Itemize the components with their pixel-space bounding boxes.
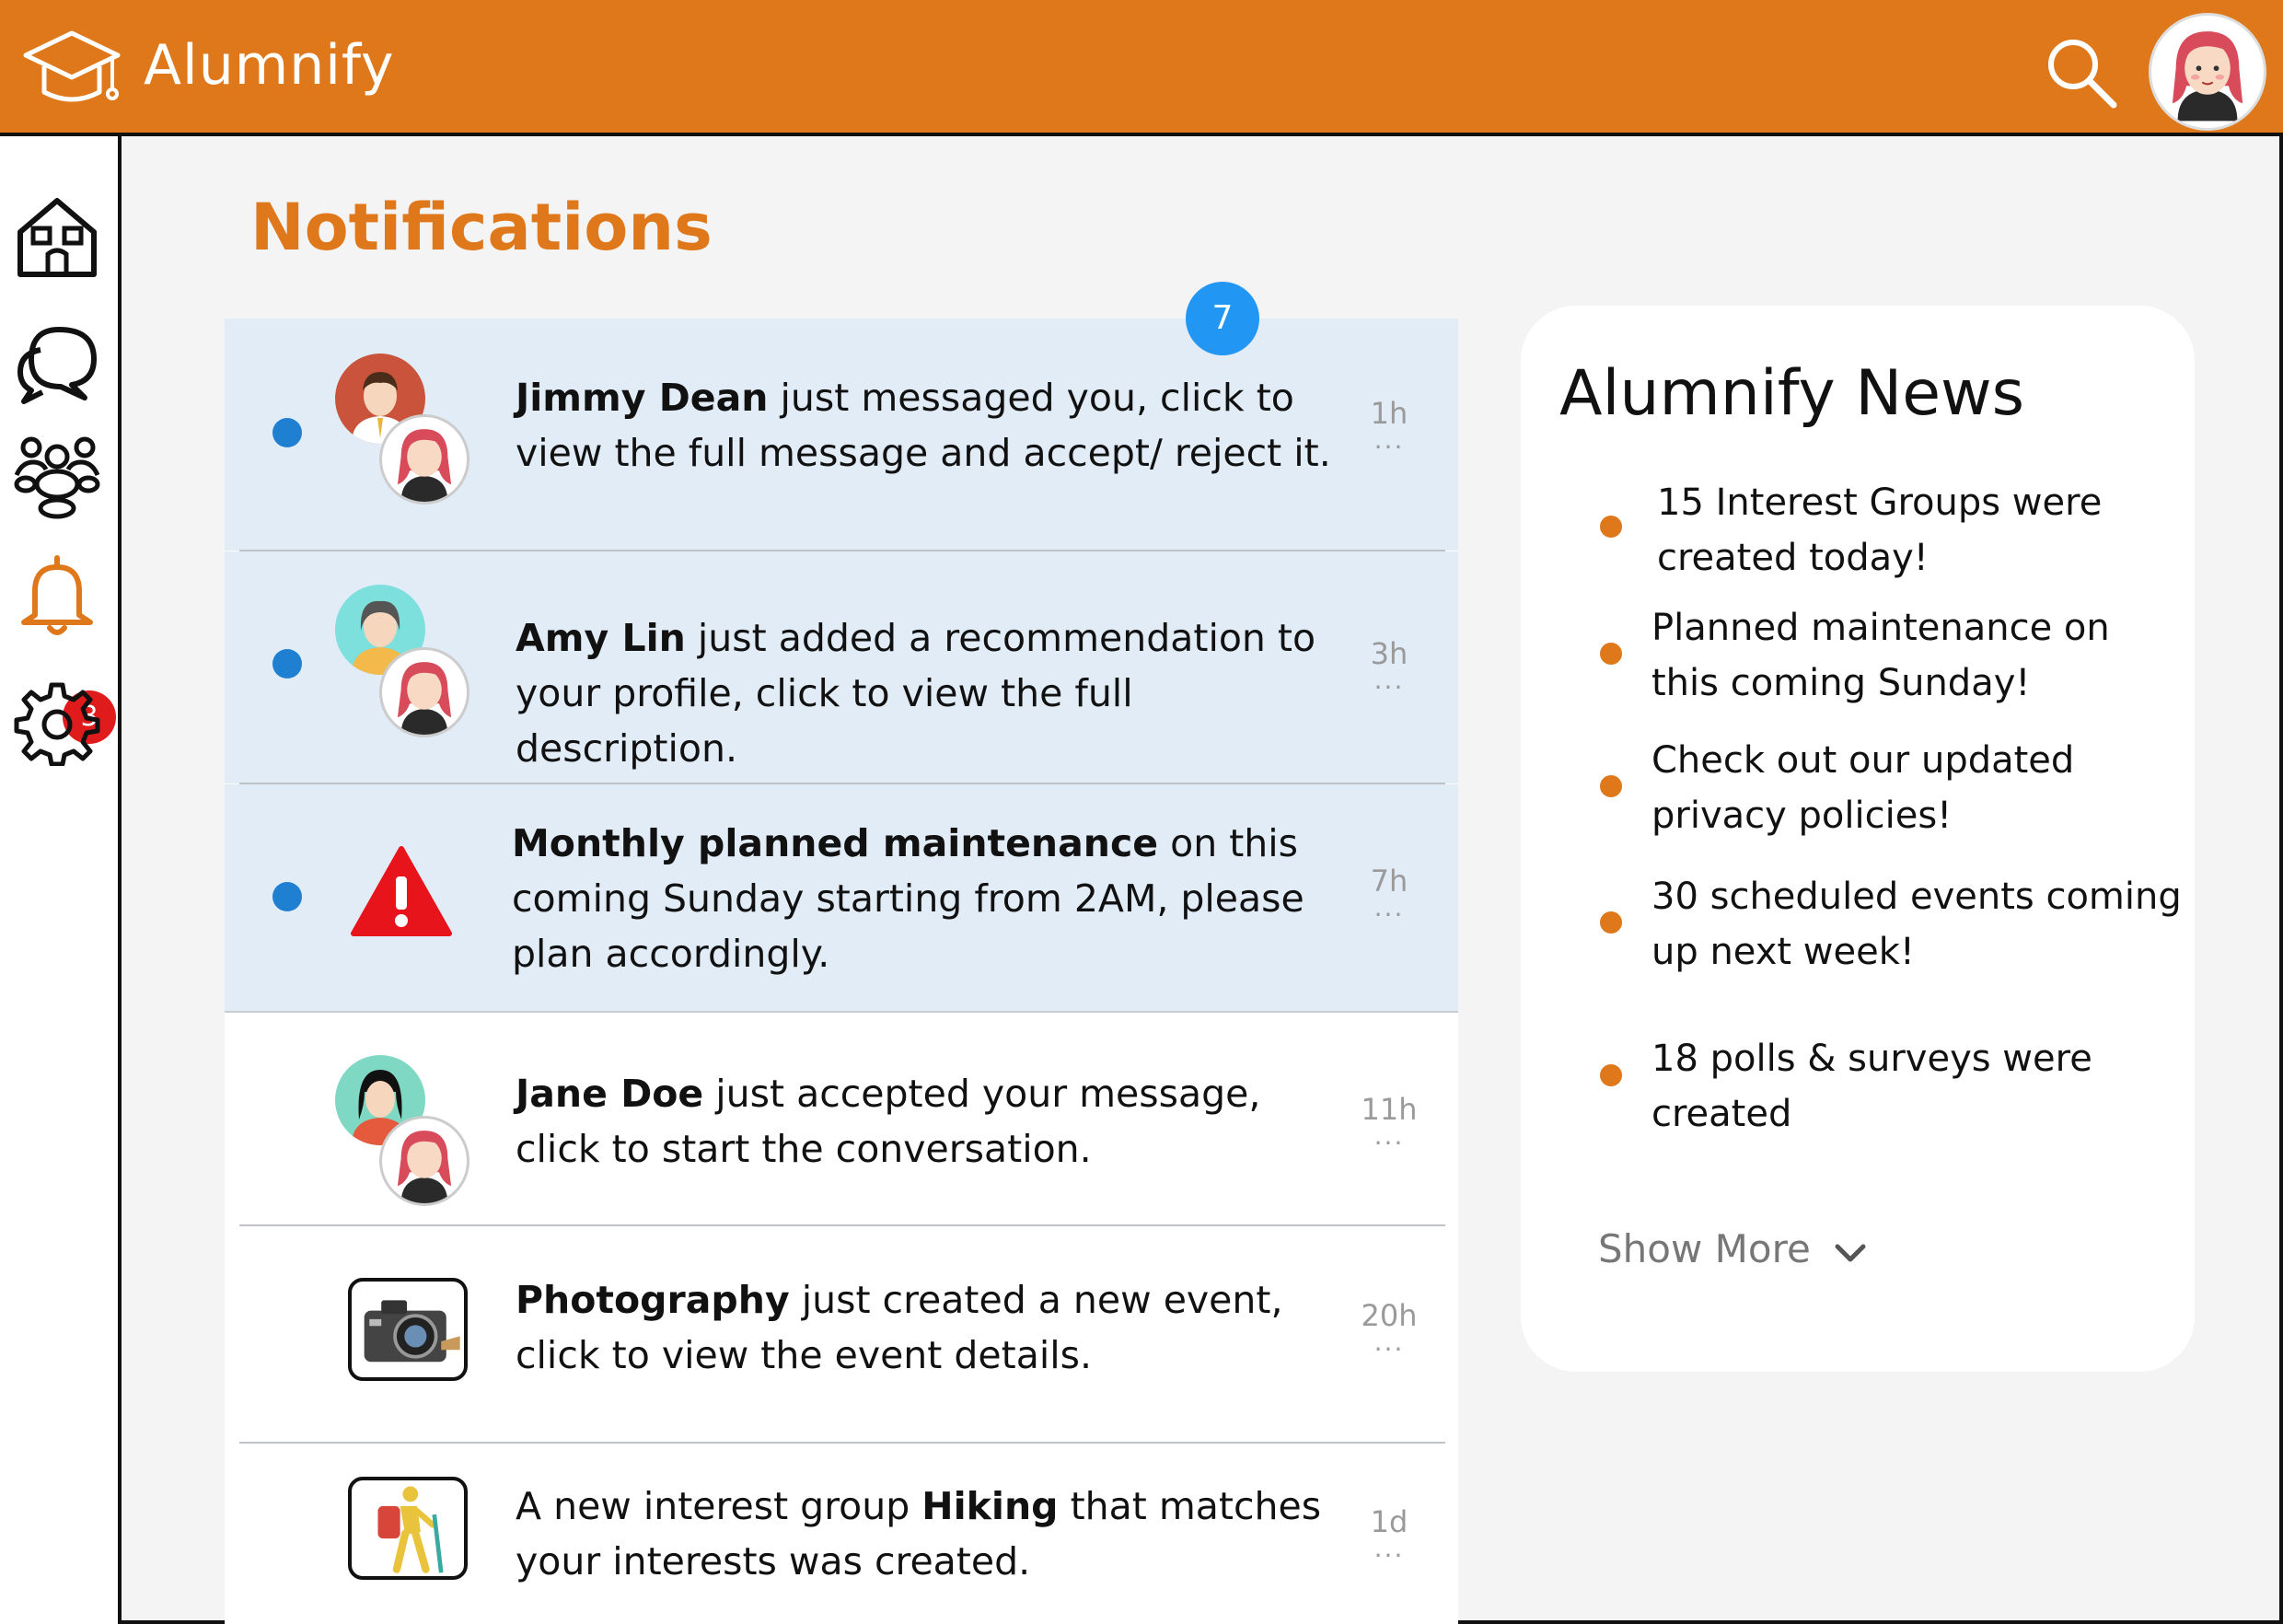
notification-prefix: A new interest group xyxy=(516,1484,922,1528)
timestamp: 1h xyxy=(1370,396,1408,431)
more-options-icon[interactable]: ... xyxy=(1373,1120,1405,1151)
more-options-icon[interactable]: ... xyxy=(1373,1533,1405,1563)
avatar-girl-icon xyxy=(379,647,469,737)
bell-icon[interactable] xyxy=(13,551,101,639)
notification-count-badge: 3 xyxy=(63,690,116,744)
news-bullet xyxy=(1600,775,1622,797)
more-options-icon[interactable]: ... xyxy=(1373,1327,1405,1357)
news-bullet xyxy=(1600,643,1622,665)
notification-item[interactable] xyxy=(225,1444,1458,1624)
unread-dot xyxy=(272,882,302,911)
user-avatar[interactable] xyxy=(2149,13,2266,131)
home-icon[interactable] xyxy=(13,191,101,280)
groups-icon[interactable] xyxy=(13,431,101,519)
notification-message: just created a new event, click to view the event details. xyxy=(516,1278,1283,1377)
notification-sender: Jimmy Dean xyxy=(516,376,769,420)
news-title: Alumnify News xyxy=(1559,357,2025,430)
avatar-girl-icon xyxy=(2151,16,2264,128)
avatar-girl-icon xyxy=(379,414,469,505)
notification-text xyxy=(516,370,1344,481)
news-bullet xyxy=(1600,516,1622,538)
news-bullet xyxy=(1600,1064,1622,1086)
app-title[interactable]: Alumnify xyxy=(144,33,395,98)
unread-count-badge: 7 xyxy=(1186,282,1259,355)
notification-title: Monthly planned maintenance xyxy=(512,821,1159,865)
more-options-icon[interactable]: ... xyxy=(1373,424,1405,455)
chat-icon[interactable] xyxy=(13,317,101,405)
chevron-down-icon xyxy=(1832,1234,1869,1270)
notification-text xyxy=(512,816,1340,981)
notification-text xyxy=(516,610,1344,776)
notification-time xyxy=(1348,864,1431,922)
notification-item[interactable] xyxy=(225,784,1458,1011)
notification-text xyxy=(516,1479,1344,1589)
top-bar xyxy=(0,0,2283,136)
notification-item[interactable] xyxy=(225,1226,1458,1444)
gear-icon[interactable] xyxy=(13,678,101,766)
group-name: Hiking xyxy=(921,1484,1059,1528)
news-item-text: 18 polls & surveys were created xyxy=(1651,1038,2092,1135)
notification-sender: Jane Doe xyxy=(516,1072,704,1116)
notification-time xyxy=(1348,1092,1431,1151)
notification-message: just messaged you, click to view the full message and accept/ reject it. xyxy=(516,376,1331,475)
news-card xyxy=(1521,306,2195,1372)
group-name: Photography xyxy=(516,1278,790,1322)
notification-sender: Amy Lin xyxy=(516,616,686,660)
notification-time xyxy=(1348,1298,1431,1357)
notification-message: on this coming Sunday starting from 2AM, please plan accordingly. xyxy=(512,821,1304,976)
notification-item[interactable] xyxy=(225,551,1458,783)
timestamp: 11h xyxy=(1361,1092,1418,1127)
show-more-button[interactable] xyxy=(1598,1226,1869,1271)
notification-time xyxy=(1348,1504,1431,1563)
graduation-cap-icon xyxy=(20,26,123,109)
notification-message: just added a recommendation to your profile, click to view the full description. xyxy=(516,616,1316,771)
search-icon[interactable] xyxy=(2042,33,2121,112)
news-item-text: Check out our updated privacy policies! xyxy=(1651,739,2075,837)
warning-icon xyxy=(350,845,453,937)
timestamp: 7h xyxy=(1370,864,1408,899)
notification-item[interactable] xyxy=(225,319,1458,551)
timestamp: 3h xyxy=(1370,636,1408,671)
notification-item[interactable] xyxy=(225,1013,1458,1230)
notification-time xyxy=(1348,636,1431,695)
timestamp: 20h xyxy=(1361,1298,1418,1333)
news-bullet xyxy=(1600,911,1622,934)
avatar-girl-icon xyxy=(379,1116,469,1206)
news-item-text: 30 scheduled events coming up next week! xyxy=(1651,876,2182,973)
page-title: Notifications xyxy=(250,190,713,265)
camera-icon xyxy=(348,1278,468,1381)
news-item-text: 15 Interest Groups were created today! xyxy=(1657,481,2103,579)
news-item-text: Planned maintenance on this coming Sunday! xyxy=(1651,607,2110,704)
notification-text xyxy=(516,1272,1344,1383)
sidebar xyxy=(0,136,122,1624)
show-more-label: Show More xyxy=(1598,1226,1811,1271)
more-options-icon[interactable]: ... xyxy=(1373,892,1405,922)
notification-text xyxy=(516,1066,1344,1177)
notification-message: just accepted your message, click to start the conversation. xyxy=(516,1072,1261,1171)
more-options-icon[interactable]: ... xyxy=(1373,665,1405,695)
notification-message: that matches your interests was created. xyxy=(516,1484,1322,1583)
unread-dot xyxy=(272,649,302,679)
unread-dot xyxy=(272,418,302,447)
notification-list xyxy=(225,319,1458,1624)
timestamp: 1d xyxy=(1370,1504,1408,1539)
hiking-icon xyxy=(348,1477,468,1580)
notification-time xyxy=(1348,396,1431,455)
